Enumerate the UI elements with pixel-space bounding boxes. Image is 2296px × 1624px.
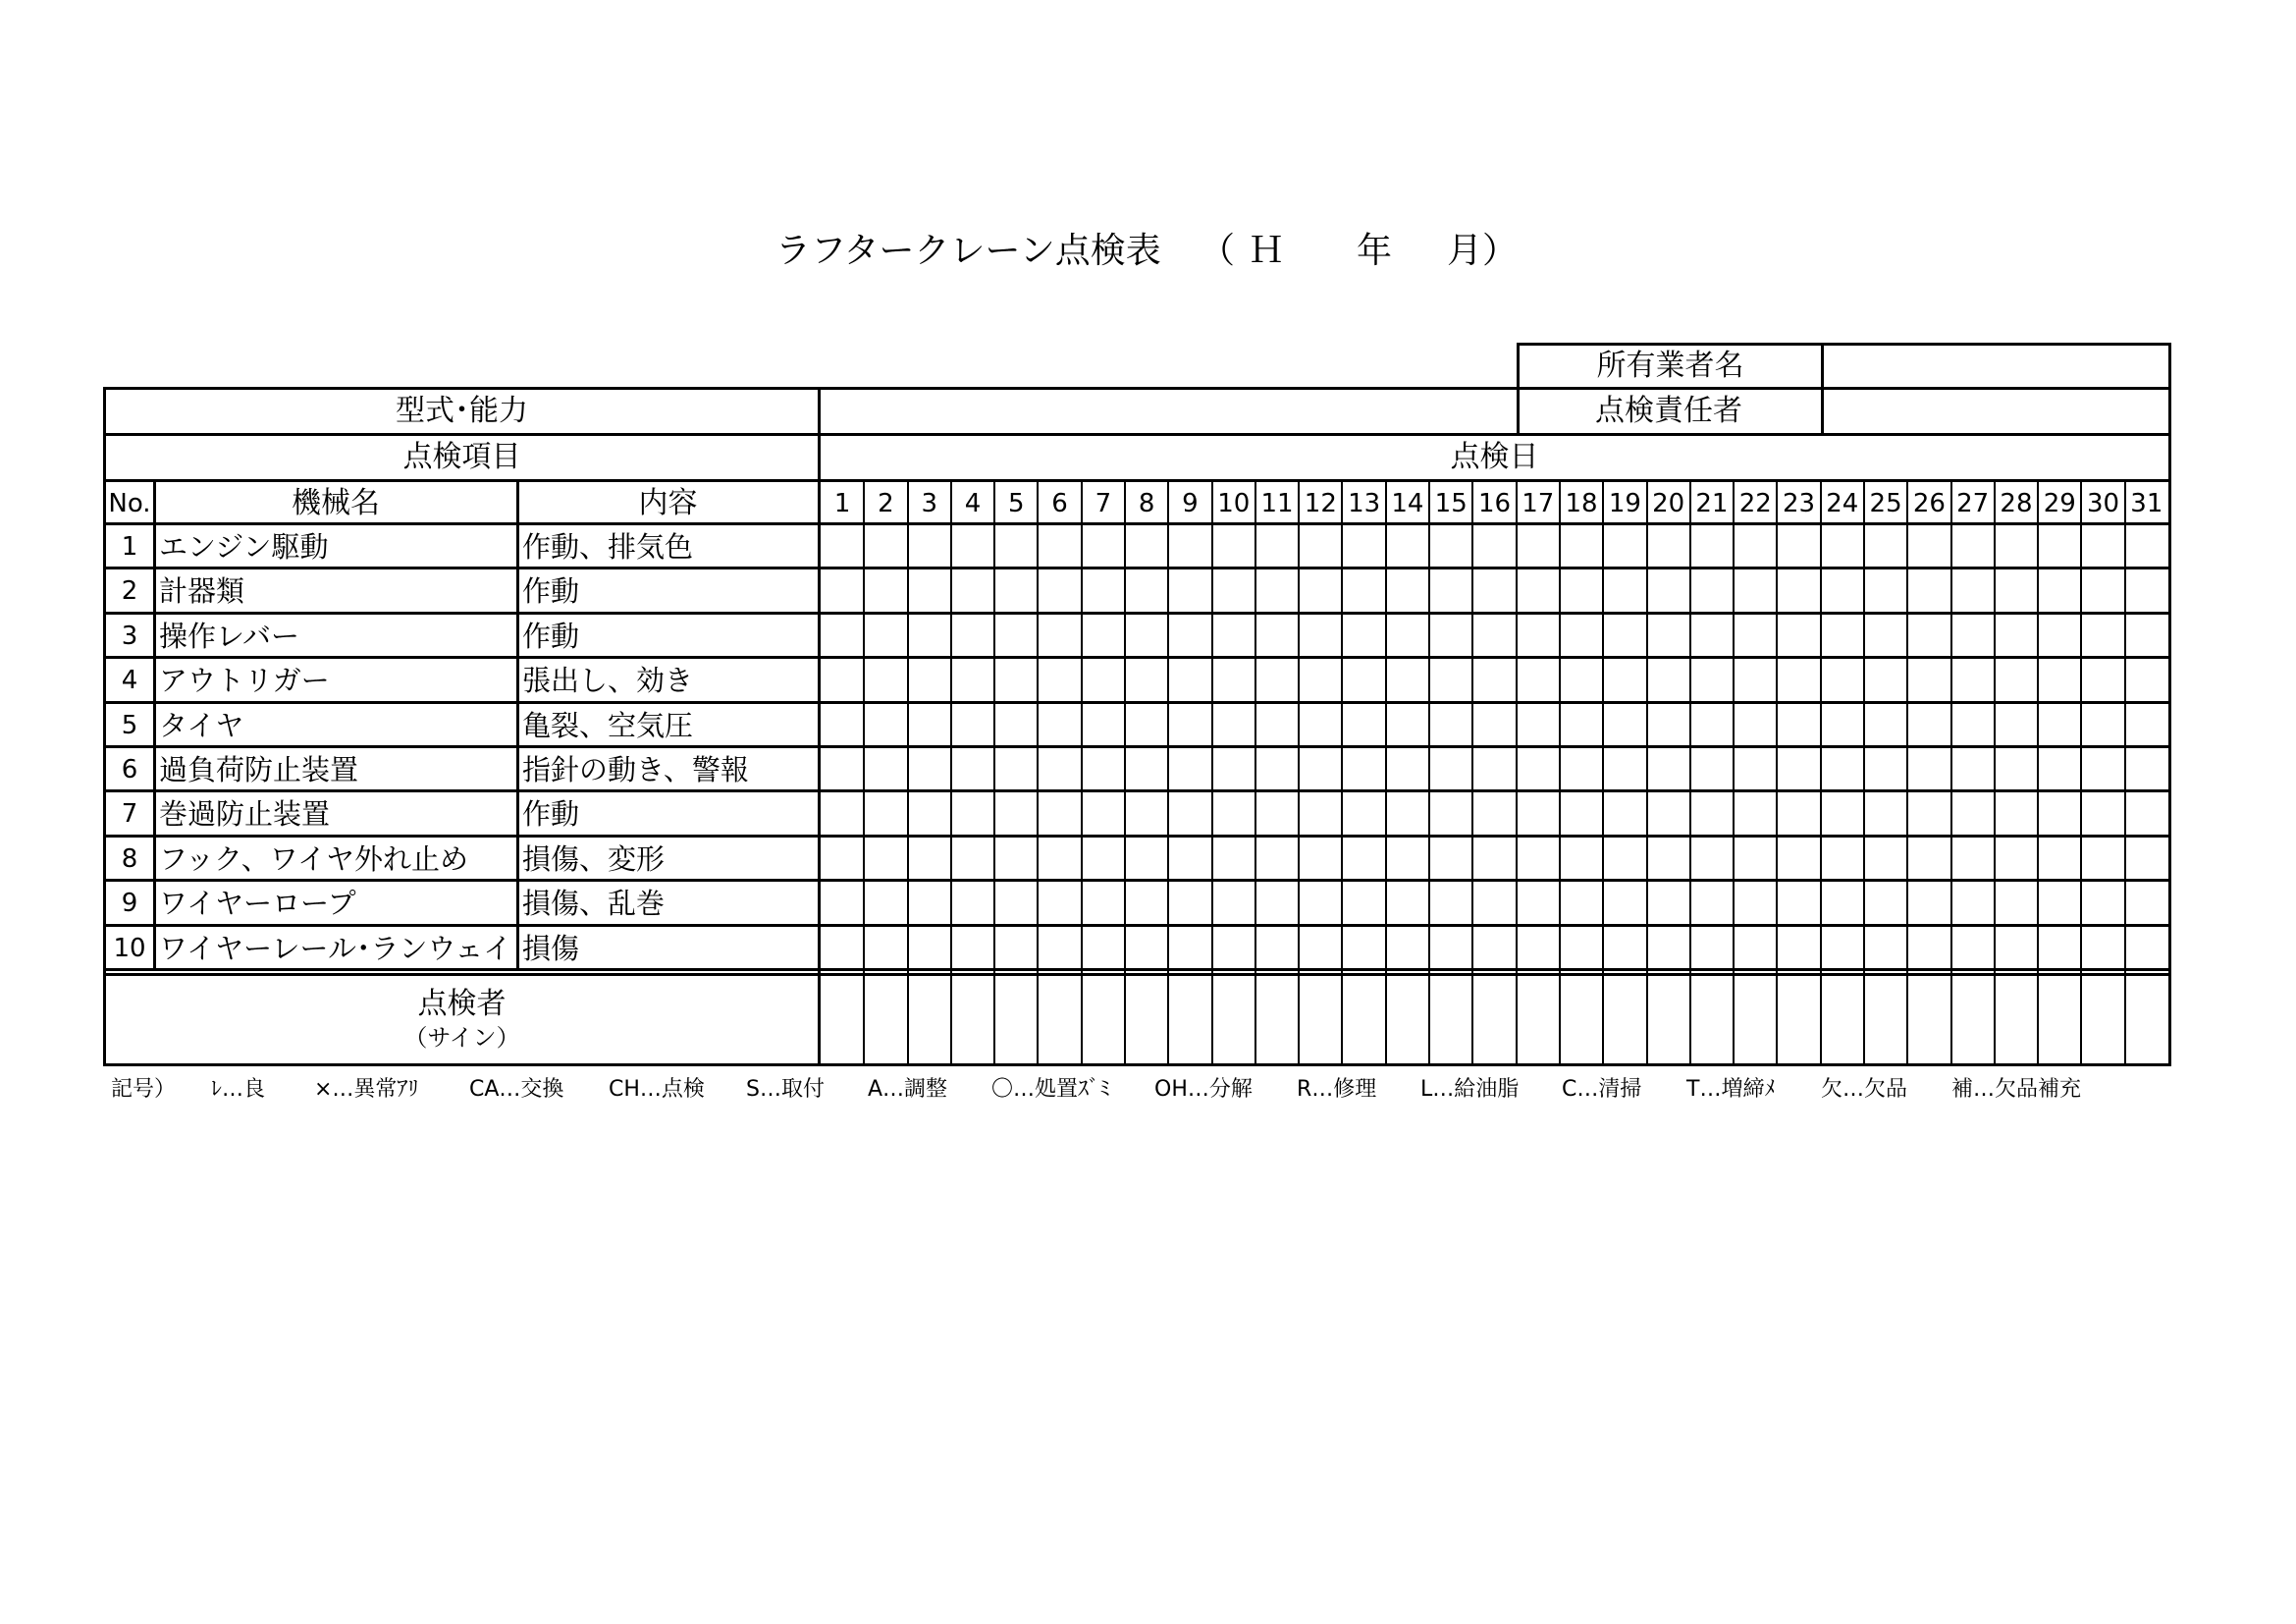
row-divider bbox=[106, 612, 2168, 615]
form-title bbox=[0, 222, 2296, 281]
item-no: 4 bbox=[121, 666, 138, 696]
title-main: ラフタークレーン点検表 bbox=[775, 231, 1161, 271]
item-no: 2 bbox=[121, 576, 138, 607]
title-month: 月） bbox=[1447, 231, 1519, 271]
item-machine: ワイヤーロープ bbox=[159, 887, 356, 921]
item-machine: 過負荷防止装置 bbox=[159, 753, 359, 786]
legend-item: C…清掃 bbox=[1562, 1077, 1642, 1102]
day-column-divider bbox=[1385, 479, 1387, 1063]
item-content: 作動、排気色 bbox=[522, 530, 694, 564]
no-header: No. bbox=[108, 489, 151, 518]
legend-item: A…調整 bbox=[868, 1077, 948, 1102]
day-header: 11 bbox=[1260, 489, 1294, 518]
legend-item: S…取付 bbox=[746, 1077, 825, 1102]
day-column-divider bbox=[1255, 479, 1256, 1063]
inspection-table bbox=[103, 387, 2171, 1066]
legend-item: ﾚ…良 bbox=[211, 1077, 266, 1102]
item-machine: 操作レバー bbox=[159, 619, 299, 653]
model-label: 型式･能力 bbox=[396, 394, 528, 428]
day-column-divider bbox=[1863, 479, 1865, 1063]
company-value[interactable] bbox=[1829, 346, 2167, 387]
manager-label: 点検責任者 bbox=[1595, 394, 1742, 428]
day-header: 29 bbox=[2043, 489, 2076, 518]
day-header: 8 bbox=[1138, 489, 1155, 518]
inspector-sub: （サイン） bbox=[403, 1024, 520, 1052]
day-column-divider bbox=[1037, 479, 1039, 1063]
day-header: 16 bbox=[1477, 489, 1512, 518]
legend-item: L…給油脂 bbox=[1420, 1077, 1520, 1102]
day-header: 17 bbox=[1522, 489, 1555, 518]
legend-item: OH…分解 bbox=[1154, 1077, 1253, 1102]
day-column-divider bbox=[1646, 479, 1648, 1063]
item-no: 1 bbox=[121, 532, 138, 562]
day-header: 19 bbox=[1608, 489, 1641, 518]
day-header: 12 bbox=[1304, 489, 1337, 518]
item-content: 作動 bbox=[522, 619, 580, 653]
item-no: 7 bbox=[121, 799, 138, 830]
column-divider bbox=[516, 479, 519, 968]
legend-item: ×…異常ｱﾘ bbox=[314, 1077, 419, 1102]
item-content: 損傷、変形 bbox=[522, 841, 666, 876]
row-divider bbox=[106, 835, 2168, 838]
day-column-divider bbox=[1776, 479, 1778, 1063]
legend bbox=[111, 1072, 2172, 1108]
day-header: 1 bbox=[833, 489, 851, 518]
day-header: 24 bbox=[1826, 489, 1859, 518]
day-column-divider bbox=[1081, 479, 1083, 1063]
legend-item: T…増締ﾒ bbox=[1686, 1077, 1776, 1102]
item-content: 張出し、効き bbox=[522, 664, 694, 698]
day-column-divider bbox=[1820, 479, 1822, 1063]
row-divider bbox=[106, 433, 2168, 436]
item-content: 指針の動き、警報 bbox=[522, 753, 749, 786]
item-content: 損傷、乱巻 bbox=[522, 887, 666, 921]
legend-item: R…修理 bbox=[1297, 1077, 1377, 1102]
day-header: 15 bbox=[1434, 489, 1468, 518]
day-column-divider bbox=[2124, 479, 2126, 1063]
item-machine: エンジン駆動 bbox=[159, 530, 329, 564]
day-column-divider bbox=[1906, 479, 1908, 1063]
day-column-divider bbox=[1994, 479, 1996, 1063]
day-header: 21 bbox=[1695, 489, 1729, 518]
item-no: 3 bbox=[121, 621, 138, 651]
day-header: 22 bbox=[1738, 489, 1772, 518]
day-header: 25 bbox=[1869, 489, 1902, 518]
day-column-divider bbox=[1124, 479, 1126, 1063]
item-content: 亀裂、空気圧 bbox=[522, 708, 694, 742]
column-divider bbox=[1821, 390, 1824, 434]
title-era: Ｈ bbox=[1249, 231, 1285, 271]
day-header: 20 bbox=[1652, 489, 1685, 518]
day-column-divider bbox=[1559, 479, 1561, 1063]
column-divider bbox=[818, 390, 821, 1063]
item-content: 損傷 bbox=[522, 931, 580, 965]
item-no: 10 bbox=[113, 933, 146, 963]
column-divider bbox=[1517, 390, 1520, 434]
item-machine: タイヤ bbox=[159, 708, 244, 742]
day-header: 26 bbox=[1912, 489, 1946, 518]
day-header: 9 bbox=[1182, 489, 1199, 518]
day-column-divider bbox=[2037, 479, 2039, 1063]
item-machine: フック、ワイヤ外れ止め bbox=[159, 841, 468, 876]
item-machine: 巻過防止装置 bbox=[159, 797, 331, 832]
item-machine: アウトリガー bbox=[159, 664, 330, 698]
items-header: 点検項目 bbox=[402, 440, 521, 474]
company-label: 所有業者名 bbox=[1520, 346, 1824, 387]
day-header: 3 bbox=[921, 489, 937, 518]
item-machine: 計器類 bbox=[159, 574, 245, 609]
owner-box bbox=[1517, 343, 2171, 387]
title-open-paren: （ bbox=[1200, 231, 1236, 271]
day-header: 27 bbox=[1956, 489, 1990, 518]
day-header: 18 bbox=[1565, 489, 1598, 518]
day-column-divider bbox=[1341, 479, 1343, 1063]
day-column-divider bbox=[1689, 479, 1691, 1063]
day-header: 4 bbox=[964, 489, 982, 518]
item-no: 9 bbox=[121, 889, 138, 919]
item-no: 5 bbox=[121, 710, 138, 740]
day-header: 28 bbox=[2000, 489, 2033, 518]
day-column-divider bbox=[1950, 479, 1952, 1063]
inspector-label: 点検者 bbox=[417, 987, 507, 1021]
legend-item: CA…交換 bbox=[469, 1077, 564, 1102]
day-header: 31 bbox=[2130, 489, 2163, 518]
day-column-divider bbox=[1602, 479, 1604, 1063]
row-divider bbox=[106, 522, 2168, 525]
day-header: 30 bbox=[2087, 489, 2120, 518]
row-divider bbox=[106, 656, 2168, 659]
day-column-divider bbox=[1167, 479, 1169, 1063]
day-header: 7 bbox=[1095, 489, 1112, 518]
row-divider bbox=[106, 924, 2168, 927]
machine-header: 機械名 bbox=[292, 486, 380, 520]
day-header: 6 bbox=[1051, 489, 1068, 518]
legend-item: 記号） bbox=[111, 1077, 177, 1102]
row-divider bbox=[106, 745, 2168, 748]
legend-item: 欠…欠品 bbox=[1821, 1077, 1908, 1102]
row-divider bbox=[106, 479, 2168, 482]
day-header: 2 bbox=[878, 489, 894, 518]
day-column-divider bbox=[1516, 479, 1518, 1063]
date-header: 点検日 bbox=[1450, 440, 1539, 474]
day-header: 13 bbox=[1348, 489, 1381, 518]
day-column-divider bbox=[1211, 479, 1213, 1063]
legend-item: 補…欠品補充 bbox=[1951, 1077, 2082, 1102]
item-no: 8 bbox=[121, 843, 138, 874]
day-header: 23 bbox=[1782, 489, 1816, 518]
day-column-divider bbox=[993, 479, 995, 1063]
item-machine: ワイヤーレール･ランウェイ bbox=[159, 931, 512, 965]
legend-item: CH…点検 bbox=[609, 1077, 705, 1102]
day-column-divider bbox=[950, 479, 952, 1063]
day-column-divider bbox=[1471, 479, 1473, 1063]
day-header: 5 bbox=[1008, 489, 1025, 518]
day-column-divider bbox=[1298, 479, 1300, 1063]
legend-item: 〇…処置ｽﾞﾐ bbox=[991, 1077, 1111, 1102]
day-header: 10 bbox=[1217, 489, 1251, 518]
title-year: 年 bbox=[1357, 231, 1393, 271]
row-divider bbox=[106, 701, 2168, 704]
column-divider bbox=[153, 479, 156, 968]
item-no: 6 bbox=[121, 755, 138, 785]
day-column-divider bbox=[907, 479, 909, 1063]
row-divider bbox=[106, 968, 2168, 971]
row-divider bbox=[106, 879, 2168, 882]
item-content: 作動 bbox=[522, 797, 580, 832]
row-divider bbox=[106, 789, 2168, 792]
day-column-divider bbox=[2080, 479, 2082, 1063]
item-content: 作動 bbox=[522, 574, 580, 609]
day-column-divider bbox=[1733, 479, 1735, 1063]
day-column-divider bbox=[1428, 479, 1430, 1063]
row-divider bbox=[106, 567, 2168, 569]
day-column-divider bbox=[863, 479, 865, 1063]
content-header: 内容 bbox=[638, 486, 698, 520]
row-divider bbox=[106, 973, 2168, 976]
day-header: 14 bbox=[1391, 489, 1424, 518]
